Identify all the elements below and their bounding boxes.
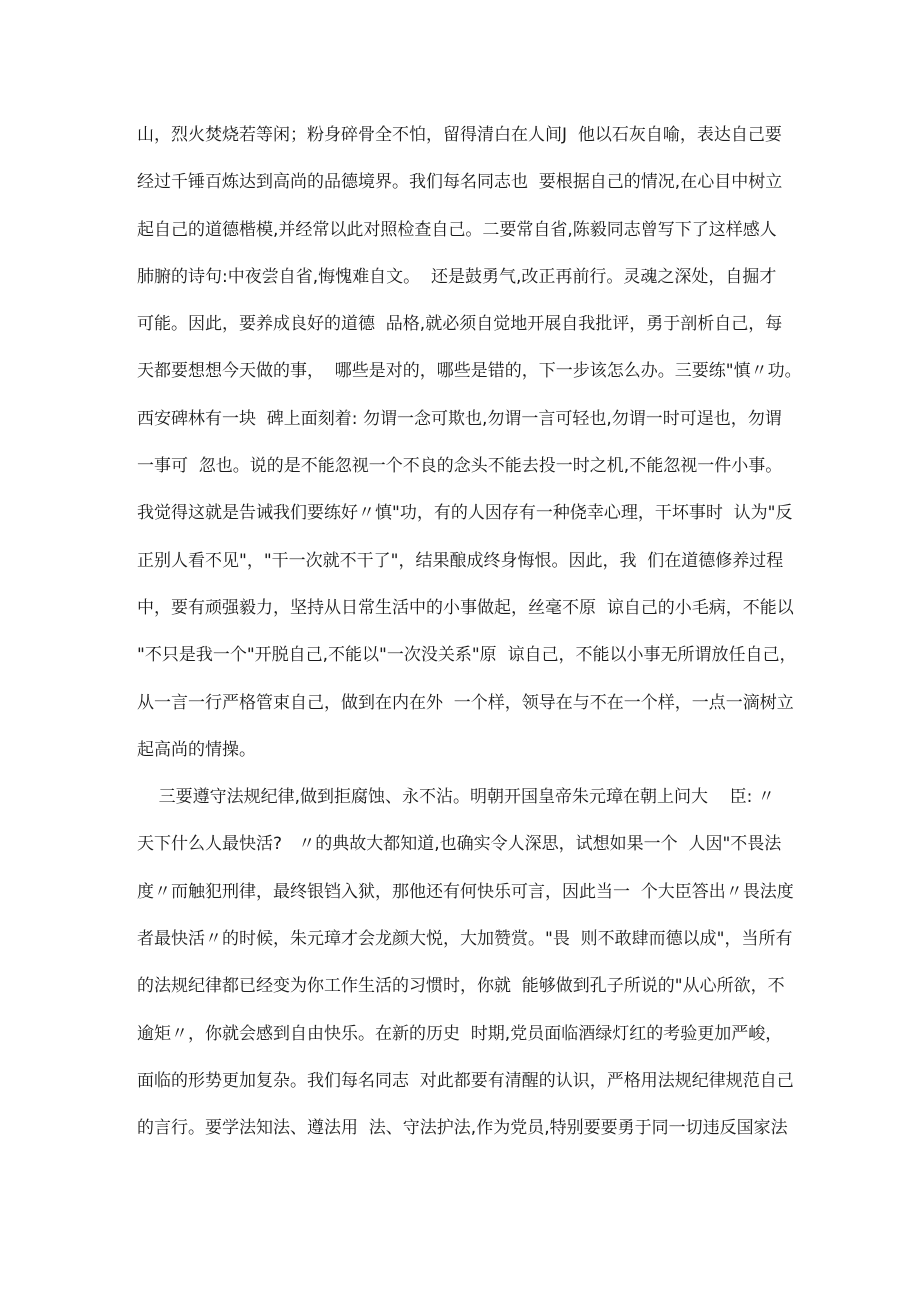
text-line: 我觉得这就是告诫我们要练好〃慎"功，有的人因存有一种侥幸心理，干坏事时 认为"反 [137, 503, 793, 524]
text-line: 经过千锤百炼达到高尚的品德境界。我们每名同志也 要根据自己的情况,在心目中树立 [137, 172, 783, 193]
text-line: 正别人看不见"，"干一次就不干了"，结果酿成终身悔恨。因此，我 们在道德修养过程 [137, 550, 784, 571]
text-line: 面临的形势更加复杂。我们每名同志 对此都要有清醒的认识，严格用法规纪律规范自己 [137, 1070, 794, 1091]
text-line: 天下什么人最快活? 〃的典故大都知道,也确实令人深思，试想如果一个 人因"不畏法 [137, 834, 782, 855]
text-line: 起高尚的情操。 [137, 739, 256, 760]
paragraph-start-line: 三要遵守法规纪律,做到拒腐蚀、永不沾。明朝开国皇帝朱元璋在朝上问大 臣: 〃 [137, 787, 775, 808]
text-line: 一事可 忽也。说的是不能忽视一个不良的念头不能去投一时之机,不能忽视一件小事。 [137, 456, 783, 477]
body-text [137, 112, 802, 1153]
text-line: 的言行。要学法知法、遵法用 法、守法护法,作为党员,特别要要勇于同一切违反国家法 [137, 1118, 788, 1139]
text-line: 度〃而触犯刑律，最终银铛入狱，那他还有何快乐可言，因此当一 个大臣答出〃畏法度 [137, 881, 794, 902]
text-line: 天都要想想今天做的事， 哪些是对的，哪些是错的，下一步该怎么办。三要练"慎〃功。 [137, 361, 802, 382]
text-line: 可能。因此，要养成良好的道德 品格,就必须自觉地开展自我批评，勇于剖析自己，每 [137, 314, 783, 335]
text-line: 山，烈火焚烧若等闲；粉身碎骨全不怕，留得清白在人间J 他以石灰自喻，表达自己要 [137, 125, 782, 145]
text-line: 逾矩〃，你就会感到自由快乐。在新的历史 时期,党员面临酒绿灯红的考验更加严峻， [137, 1023, 783, 1044]
text-line: 者最快活〃的时候，朱元璋才会龙颜大悦，大加赞赏。"畏 则不敢肆而德以成"，当所有 [137, 929, 793, 950]
text-line: "不只是我一个"开脱自己,不能以"一次没关系"原 谅自己，不能以小事无所谓放任自己， [137, 645, 797, 666]
text-line: 中，要有顽强毅力，坚持从日常生活中的小事做起，丝毫不原 谅自己的小毛病，不能以 [137, 597, 794, 618]
text-line: 起自己的道德楷模,并经常以此对照检查自己。二要常自省,陈毅同志曾写下了这样感人 [137, 219, 777, 240]
text-line: 的法规纪律都已经变为你工作生活的习惯时，你就 能够做到孔子所说的"从心所欲，不 [137, 976, 785, 997]
text-line: 从一言一行严格管束自己，做到在内在外 一个样，领导在与不在一个样，一点一滴树立 [137, 692, 794, 713]
text-line: 西安碑林有一块 碑上面刻着: 勿谓一念可欺也,勿谓一言可轻也,勿谓一时可逞也，勿谓 [137, 408, 782, 429]
text-line: 肺腑的诗句:中夜尝自省,悔愧难自文。 还是鼓勇气,改正再前行。灵魂之深处，自掘才 [137, 266, 777, 287]
